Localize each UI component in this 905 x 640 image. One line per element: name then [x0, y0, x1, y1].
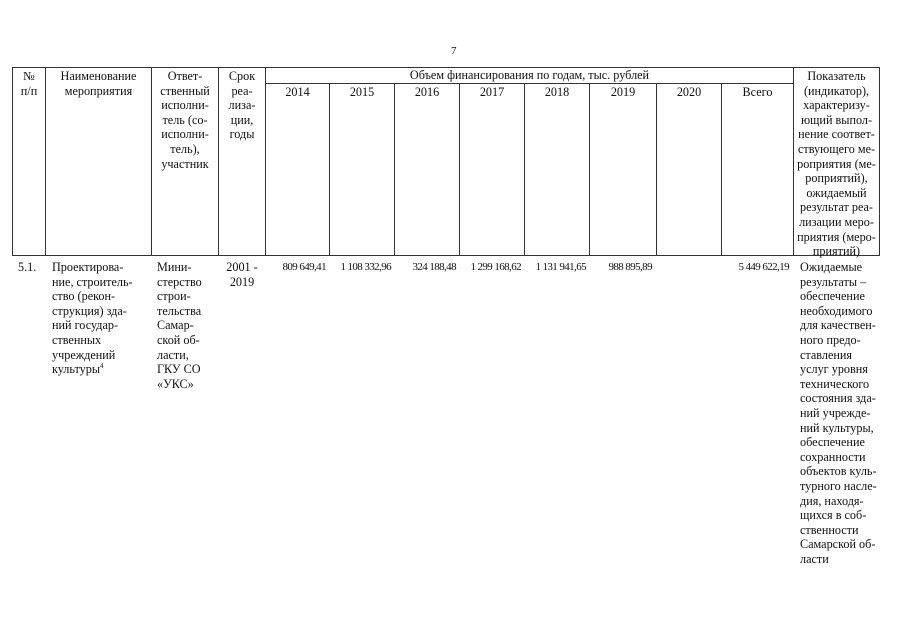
- row-term: 2001 - 2019: [226, 260, 258, 289]
- header-year: 2020: [676, 85, 702, 99]
- header-financing: Объем финансирования по годам, тыс. рублей: [409, 68, 650, 82]
- row-number: 5.1.: [18, 260, 37, 274]
- year-divider: [656, 83, 657, 256]
- header-year: 2016: [414, 85, 440, 99]
- header-year: 2018: [544, 85, 570, 99]
- year-divider: [394, 83, 395, 256]
- row-name-text: Проектирова- ние, строитель- ство (рекон- струкция) зда- ний государ- ственных учреждений культуры: [52, 260, 133, 377]
- header-year: 2014: [285, 85, 310, 99]
- year-divider: [329, 83, 330, 256]
- value-2016: 324 188,48: [412, 261, 456, 273]
- year-divider: [524, 83, 525, 256]
- footnote-mark: 4: [100, 362, 104, 371]
- value-2015: 1 108 332,96: [340, 261, 391, 273]
- value-2018: 1 131 941,65: [535, 261, 586, 273]
- years-header-rule: [265, 83, 793, 84]
- row-name: [52, 260, 150, 377]
- year-divider: [459, 83, 460, 256]
- header-responsible: Ответ- ственный исполни- тель (со- исполни- тель), участник: [160, 69, 210, 171]
- header-bottom-border: [12, 255, 880, 256]
- value-2019: 988 895,89: [608, 261, 652, 273]
- value-2014: 809 649,41: [282, 261, 326, 273]
- value-total: 5 449 622,19: [738, 261, 789, 273]
- year-divider: [721, 83, 722, 256]
- header-year: 2019: [610, 85, 636, 99]
- header-name: Наименование мероприятия: [60, 69, 137, 98]
- header-year: 2015: [349, 85, 375, 99]
- value-2017: 1 299 168,62: [470, 261, 521, 273]
- header-no: № п/п: [20, 69, 38, 98]
- header-term: Срок реа- лиза- ции, годы: [228, 69, 256, 142]
- header-total: Всего: [742, 85, 773, 99]
- row-indicator: Ожидаемые результаты – обеспечение необходимого для качествен- ного предо- ставления услуг уровня технического состояния зда- ний учрежде- ний культуры, обеспечение сохранности объектов куль- турного насле- дия, находя- щихся в соб- ственности Самарской об- ласти: [800, 260, 877, 566]
- header-indicator: Показатель (индикатор), характеризу- ющий выпол- нение соответ- ствующего ме- роприятия (ме- роприятий), ожидаемый результат реа- лизации меро- приятия (меро- приятий): [797, 69, 876, 259]
- page-number: 7: [451, 45, 457, 57]
- year-divider: [589, 83, 590, 256]
- table-right-border: [879, 67, 880, 256]
- row-responsible: Мини- стерство строи- тельства Самар- ской об- ласти, ГКУ СО «УКС»: [157, 260, 202, 391]
- header-year: 2017: [479, 85, 505, 99]
